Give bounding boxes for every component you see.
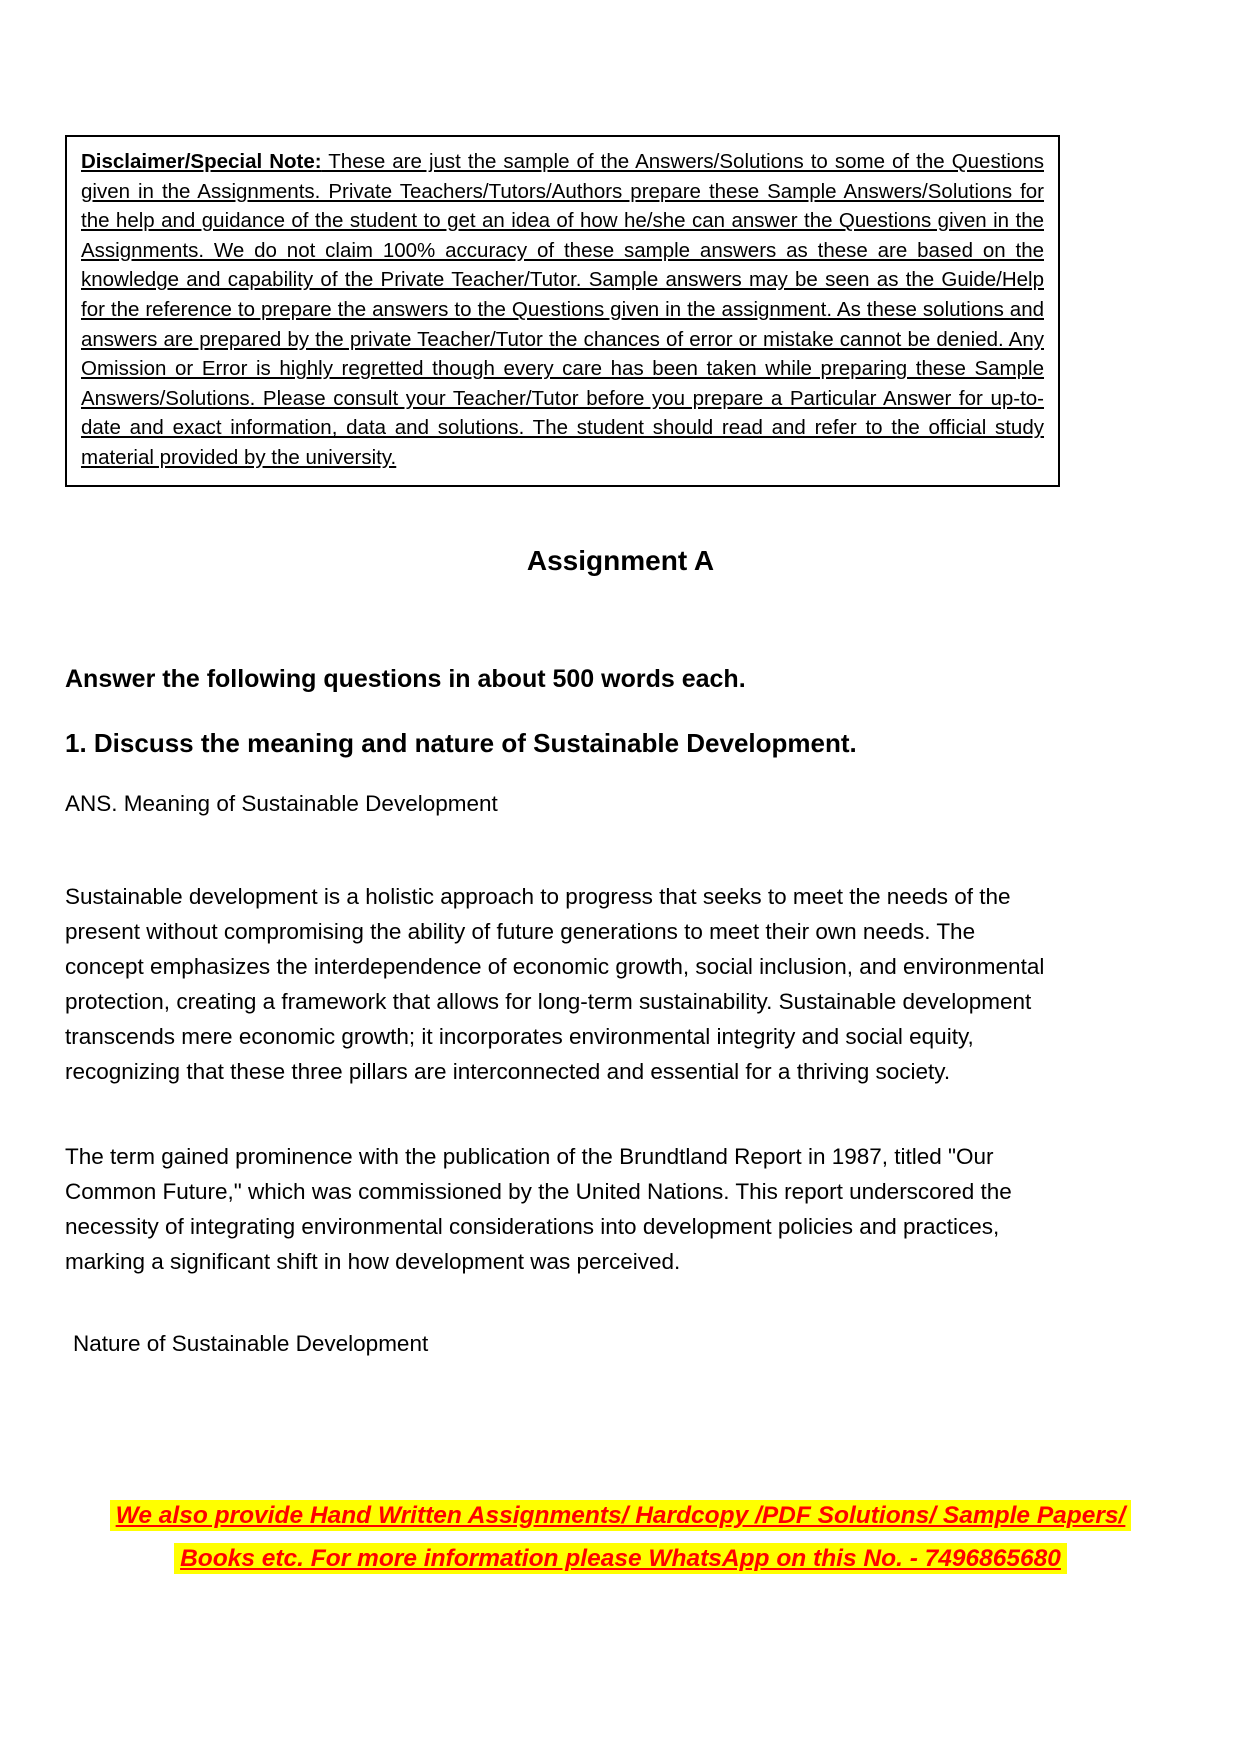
assignment-title: Assignment A — [526, 544, 715, 576]
instruction-text: Answer the following questions in about 500 words each. — [65, 664, 746, 693]
disclaimer-body: These are just the sample of the Answers/Solutions to some of the Questions given in the Assignments. Private Teachers/Tutors/Authors prepare these Sample Answers/Solutions for the help and guidance of the student to get an idea of how he/she can answer the Questions given in the Assignments. We do not claim 100% accuracy of these sample answers as these are based on the knowledge and capability of the Private Teacher/Tutor. Sample answers may be seen as the Guide/Help for the reference to prepare the answers to the Questions given in the assignment. As these solutions and answers are prepared by the private Teacher/Tutor the chances of error or mistake cannot be denied. Any Omission or Error is highly regretted though every care has been taken while preparing these Sample Answers/Solutions. Please consult your Teacher/Tutor before you prepare a Particular Answer for up-to-date and exact information, data and solutions. The student should read and refer to the official study material provided by the university. — [81, 150, 1044, 469]
footer-line — [0, 1496, 1241, 1539]
footer-text-line-2: Books etc. For more information please WhatsApp on this No. - 7496865680 — [174, 1543, 1067, 1574]
nature-subheading: Nature of Sustainable Development — [73, 1330, 429, 1356]
footer-line — [0, 1539, 1241, 1582]
footer-text-line-1: We also provide Hand Written Assignments/ Hardcopy /PDF Solutions/ Sample Papers/ — [110, 1500, 1132, 1531]
question-1-heading: 1. Discuss the meaning and nature of Sustainable Development. — [65, 727, 857, 758]
disclaimer-label: Disclaimer/Special Note: — [81, 150, 322, 173]
disclaimer-text — [81, 147, 1044, 473]
answer-paragraph-1: Sustainable development is a holistic approach to progress that seeks to meet the needs of the present without compromising the ability of future generations to meet their own needs. The concept emphasizes the interdependence of economic growth, social inclusion, and environmental protection, creating a framework that allows for long-term sustainability. Sustainable development transcends mere economic growth; it incorporates environmental integrity and social equity, recognizing that these three pillars are interconnected and essential for a thriving society. — [65, 883, 1045, 1084]
answer-label: ANS. Meaning of Sustainable Development — [65, 790, 498, 816]
disclaimer-box — [65, 135, 1060, 487]
promo-footer — [0, 1496, 1241, 1582]
answer-paragraph-2: The term gained prominence with the publication of the Brundtland Report in 1987, titled "Our Common Future," which was commissioned by the United Nations. This report underscored the necessity of integrating environmental considerations into development policies and practices, marking a significant shift in how development was perceived. — [65, 1143, 1012, 1274]
